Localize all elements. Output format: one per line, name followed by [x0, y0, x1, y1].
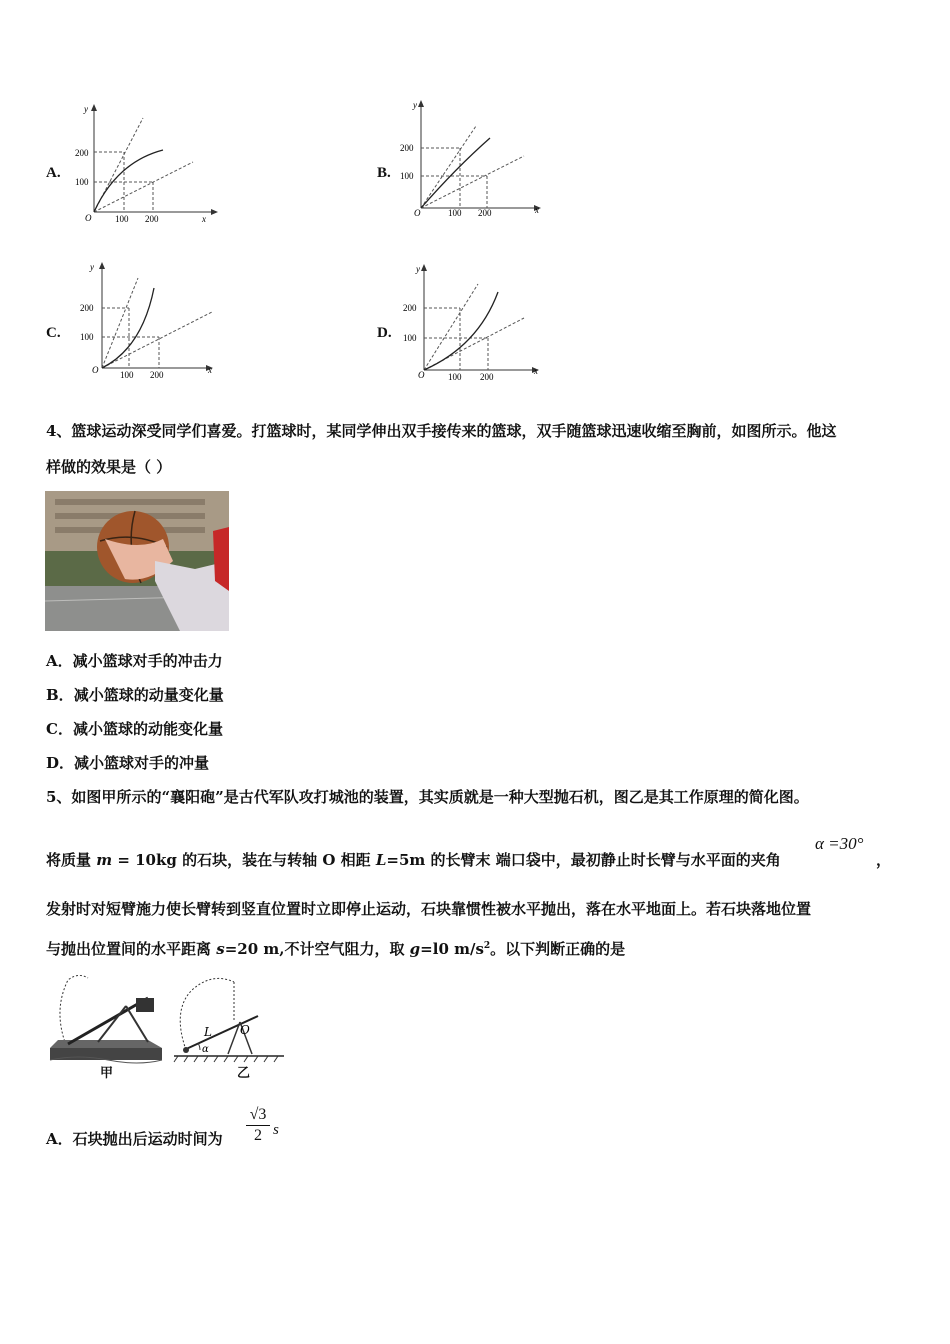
graph-a-x-label: x: [202, 214, 206, 224]
option-b-letter: B.: [377, 165, 391, 181]
graph-b-origin: O: [414, 208, 421, 218]
graph-c-x-label: x: [208, 365, 212, 375]
graph-b-y-tick-100: 100: [400, 171, 414, 181]
q4-option-a-letter: A．: [46, 652, 73, 670]
graph-d-x-tick-200: 200: [480, 372, 494, 382]
var-m: m: [96, 851, 113, 869]
figure-yi-label-L: L: [204, 1025, 212, 1039]
q4-option-a: [46, 650, 223, 672]
graph-c: [72, 258, 232, 387]
graph-b-y-label: y: [413, 100, 417, 110]
graph-c-origin: O: [92, 365, 99, 375]
graph-d-y-tick-100: 100: [403, 333, 417, 343]
q5-option-a-unit: s: [273, 1122, 279, 1138]
graph-a-y-label: y: [84, 104, 88, 114]
q5-stem-line2: 将质量 m = 10kg 的石块，装在与转轴 O 相距 L=5m 的长臂末 端口袋中，最初静止时长臂与水平面的夹角: [46, 851, 781, 869]
graph-d-x-label: x: [534, 366, 538, 376]
graph-c-y-tick-100: 100: [80, 332, 94, 342]
figure-jia-caption: 甲: [100, 1066, 114, 1081]
q5-stem-line3: 发射时对短臂施力使长臂转到竖直位置时立即停止运动，石块靠惯性被水平抛出，落在水平地面上。若石块落地位置: [46, 900, 812, 918]
q4-option-c-text: 减小篮球的动能变化量: [72, 720, 223, 738]
graph-d-origin: O: [418, 370, 425, 380]
alpha-equation: α =30°: [815, 834, 864, 853]
basketball-photo: [45, 491, 229, 631]
graph-d-y-tick-200: 200: [403, 303, 417, 313]
var-L: L: [375, 851, 387, 869]
graph-d-x-tick-100: 100: [448, 372, 462, 382]
graph-b-x-tick-100: 100: [448, 208, 462, 218]
q4-option-b-text: 减小篮球的动量变化量: [73, 686, 224, 704]
fraction-denominator: 2: [254, 1127, 262, 1144]
q4-option-c: [46, 718, 223, 740]
var-s: s: [216, 940, 225, 958]
q5-stem-line1: 5、如图甲所示的“襄阳砲”是古代军队攻打城池的装置，其实质就是一种大型抛石机，图乙是其工作原理的简化图。: [46, 788, 809, 806]
q5-option-a-fraction: [246, 1105, 270, 1146]
q4-option-d-letter: D．: [46, 754, 75, 772]
graph-c-x-tick-200: 200: [150, 370, 164, 380]
graph-a-x-tick-200: 200: [145, 214, 159, 224]
graph-a: [65, 100, 225, 229]
graph-a-x-tick-100: 100: [115, 214, 129, 224]
fraction-numerator: √3: [246, 1105, 270, 1126]
graph-d-y-label: y: [416, 264, 420, 274]
q4-option-a-text: 减小篮球对手的冲击力: [72, 652, 223, 670]
q4-option-d-text: 减小篮球对手的冲量: [74, 754, 210, 772]
q4-option-b-letter: B．: [46, 686, 74, 704]
q4-option-d: [46, 752, 209, 774]
q5-option-a: [46, 1128, 223, 1150]
graph-b-x-tick-200: 200: [478, 208, 492, 218]
graph-b: [398, 96, 558, 225]
graph-a-y-tick-200: 200: [75, 148, 89, 158]
option-d-letter: D.: [377, 325, 392, 341]
graph-d: [400, 260, 560, 389]
graph-c-y-tick-200: 200: [80, 303, 94, 313]
q5-line2-comma: ，: [876, 851, 892, 869]
graph-b-y-tick-200: 200: [400, 143, 414, 153]
var-g: g: [409, 940, 421, 958]
q5-option-a-letter: A．: [46, 1130, 73, 1148]
graph-b-x-label: x: [535, 205, 539, 215]
figure-yi-caption: 乙: [237, 1066, 251, 1081]
q4-option-c-letter: C．: [46, 720, 73, 738]
option-a-letter: A.: [46, 165, 61, 181]
q4-stem-line2: 样做的效果是（ ）: [46, 458, 172, 476]
figure-yi-label-O: O: [240, 1023, 250, 1037]
graph-a-y-tick-100: 100: [75, 177, 89, 187]
q4-stem-line1: 4、篮球运动深受同学们喜爱。打篮球时，某同学伸出双手接传来的篮球，双手随篮球迅速收缩至胸前，如图所示。他这: [46, 422, 837, 440]
graph-a-origin: O: [85, 213, 92, 223]
option-c-letter: C.: [46, 325, 61, 341]
q5-option-a-text: 石块抛出后运动时间为: [72, 1130, 223, 1148]
trebuchet-figure-yi: [172, 970, 292, 1084]
q4-option-b: [46, 684, 224, 706]
q5-stem-line4: 与抛出位置间的水平距离 s=20 m,不计空气阻力，取 g=l0 $m/s^2$。以下判断正确的是: [46, 940, 626, 958]
graph-c-y-label: y: [90, 262, 94, 272]
figure-yi-label-alpha: α: [202, 1044, 209, 1055]
graph-c-x-tick-100: 100: [120, 370, 134, 380]
